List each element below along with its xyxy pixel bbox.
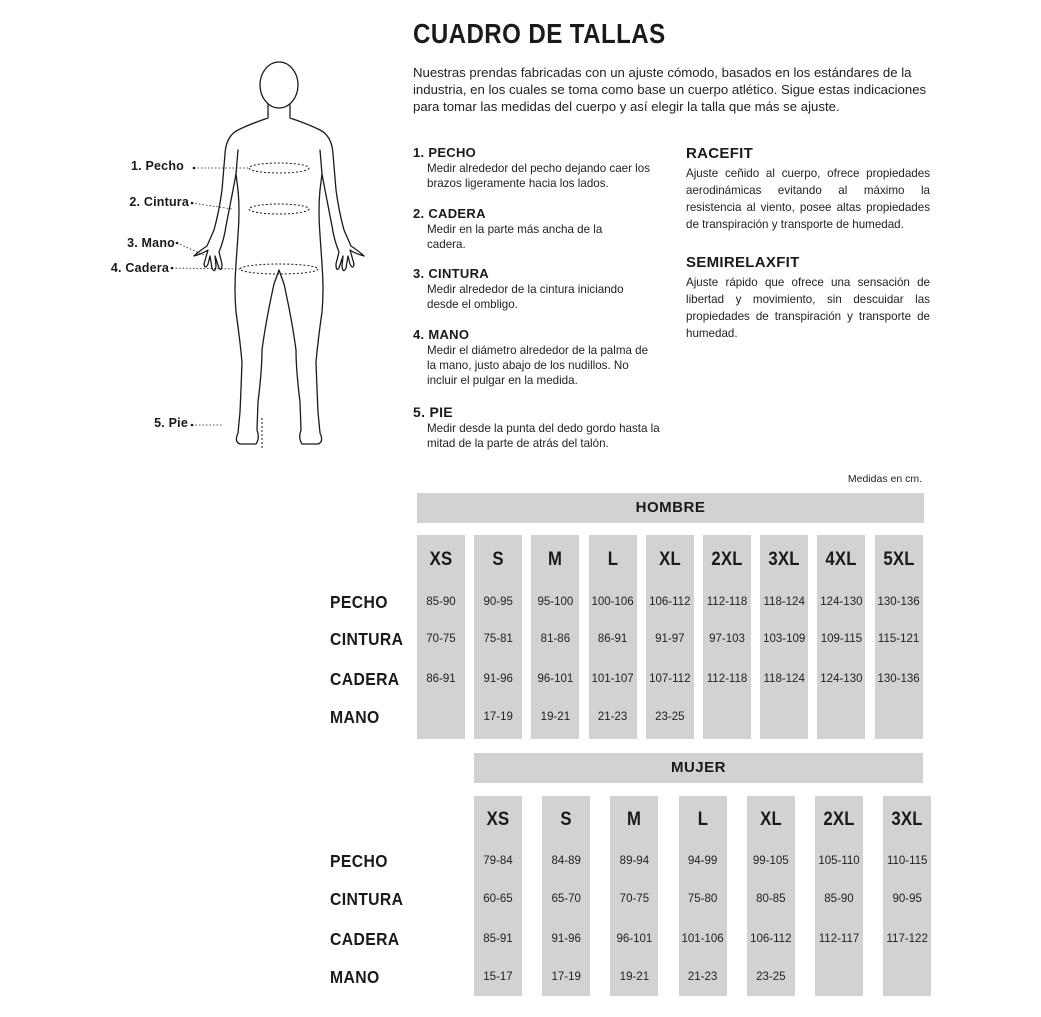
size-header: XS <box>486 809 510 830</box>
size-value-cell: 84-89 <box>551 855 581 867</box>
size-column-4 <box>646 535 694 739</box>
row-label-pecho: PECHO <box>330 592 388 612</box>
size-value-cell: 110-115 <box>886 855 928 867</box>
size-column-0 <box>417 535 465 739</box>
size-value-cell: 23-25 <box>655 711 685 723</box>
size-value-cell: 75-81 <box>483 633 513 645</box>
size-header: 5XL <box>882 549 915 570</box>
size-column-1 <box>542 796 590 996</box>
women-table-banner: MUJER <box>474 753 923 783</box>
size-value-cell: 105-110 <box>818 855 860 867</box>
step-heading: 2. CADERA <box>413 206 486 221</box>
size-value-cell: 19-21 <box>619 971 650 983</box>
size-column-0 <box>474 796 522 996</box>
step-text: Medir alrededor de la cintura iniciando desde el ombligo. <box>427 283 624 311</box>
intro-paragraph: Nuestras prendas fabricadas con un ajuste cómodo, basados en los estándares de la industria, en los cuales se toma como base un cuerpo atlético. Sigue estas indicaciones para tomar las medidas del cuerpo y así elegir la talla que más se ajuste. <box>413 65 927 114</box>
size-value-cell: 97-103 <box>709 633 745 645</box>
size-value-cell: 79-84 <box>483 855 513 867</box>
waist-measure-ring <box>249 204 309 214</box>
size-value-cell: 96-101 <box>616 933 653 945</box>
size-value-cell: 23-25 <box>756 971 786 983</box>
size-header: XL <box>658 549 681 570</box>
size-value-cell: 75-80 <box>687 893 718 905</box>
men-table-banner: HOMBRE <box>417 493 924 523</box>
size-header: 2XL <box>711 549 743 570</box>
size-header: S <box>560 809 572 830</box>
size-column-3 <box>679 796 727 996</box>
size-value-cell: 106-112 <box>649 596 691 608</box>
fit-description: Ajuste rápido que ofrece una sensación de libertad y movimiento, sin descuidar las propiedades de transpiración y transporte de humedad. <box>686 276 930 340</box>
size-column-5 <box>815 796 863 996</box>
size-header: 3XL <box>891 809 923 830</box>
body-measurement-figure <box>0 50 380 470</box>
figure-label-cintura: 2. Cintura <box>129 195 189 209</box>
fit-heading: RACEFIT <box>686 145 754 162</box>
size-header: S <box>492 549 504 570</box>
step-heading: 4. MANO <box>413 327 470 342</box>
size-value-cell: 130-136 <box>877 673 920 685</box>
size-value-cell: 124-130 <box>820 673 863 685</box>
size-value-cell: 81-86 <box>540 633 571 645</box>
size-value-cell: 17-19 <box>483 711 513 723</box>
size-value-cell: 106-112 <box>750 933 792 945</box>
units-note: Medidas en cm. <box>847 473 922 485</box>
size-header: XL <box>759 809 782 830</box>
fit-racefit <box>686 145 930 233</box>
size-value-cell: 118-124 <box>763 673 805 685</box>
size-column-7 <box>817 535 865 739</box>
size-value-cell: 70-75 <box>619 893 650 905</box>
row-label-cadera: CADERA <box>330 929 400 949</box>
size-column-4 <box>747 796 795 996</box>
figure-label-pecho: 1. Pecho <box>130 159 184 173</box>
size-value-cell: 112-118 <box>706 673 748 685</box>
step-heading: 3. CINTURA <box>413 266 489 281</box>
size-column-6 <box>883 796 931 996</box>
page-title: CUADRO DE TALLAS <box>413 18 666 49</box>
size-value-cell: 17-19 <box>551 971 581 983</box>
size-value-cell: 89-94 <box>619 855 650 867</box>
size-header: L <box>697 809 708 830</box>
size-column-6 <box>760 535 808 739</box>
size-value-cell: 21-23 <box>597 711 628 723</box>
figure-label-cadera: 4. Cadera <box>110 261 169 275</box>
step-heading: 1. PECHO <box>413 145 477 160</box>
size-value-cell: 101-106 <box>681 933 724 945</box>
figure-label-mano: 3. Mano <box>127 236 175 250</box>
step-text: Medir desde la punta del dedo gordo hasta la mitad de la parte de atrás del talón. <box>427 422 660 450</box>
step-heading: 5. PIE <box>413 404 453 420</box>
figure-label-pie: 5. Pie <box>154 416 188 430</box>
step-mano <box>413 327 663 388</box>
size-value-cell: 80-85 <box>756 893 786 905</box>
step-pecho <box>413 145 663 191</box>
size-value-cell: 15-17 <box>483 971 513 983</box>
size-header: 2XL <box>823 809 855 830</box>
fit-description: Ajuste ceñido al cuerpo, ofrece propiedades aerodinámicas evitando al máximo la resistencia al viento, posee altas propiedades de transpiración y transporte de humedad. <box>686 167 930 231</box>
row-label-mano: MANO <box>330 967 380 987</box>
size-value-cell: 21-23 <box>687 971 718 983</box>
size-column-2 <box>610 796 658 996</box>
row-label-pecho: PECHO <box>330 851 388 871</box>
size-value-cell: 118-124 <box>763 596 805 608</box>
size-value-cell: 101-107 <box>591 673 634 685</box>
size-header: 3XL <box>768 549 800 570</box>
step-cintura <box>413 266 663 312</box>
step-pie <box>413 404 663 451</box>
row-label-mano: MANO <box>330 707 380 727</box>
size-column-8 <box>875 535 923 739</box>
size-value-cell: 85-91 <box>483 933 513 945</box>
size-value-cell: 115-121 <box>877 633 920 645</box>
human-body-outline <box>0 50 380 470</box>
size-value-cell: 112-117 <box>818 933 860 945</box>
size-value-cell: 117-122 <box>886 933 928 945</box>
fit-heading: SEMIRELAXFIT <box>686 254 800 271</box>
size-value-cell: 91-97 <box>655 633 685 645</box>
size-value-cell: 70-75 <box>426 633 456 645</box>
size-value-cell: 91-96 <box>551 933 581 945</box>
size-value-cell: 112-118 <box>706 596 748 608</box>
size-value-cell: 94-99 <box>687 855 718 867</box>
size-header: XS <box>429 549 453 570</box>
size-column-3 <box>589 535 637 739</box>
size-value-cell: 109-115 <box>820 633 863 645</box>
row-label-cintura: CINTURA <box>330 889 404 909</box>
size-value-cell: 85-90 <box>426 596 456 608</box>
size-value-cell: 90-95 <box>483 596 513 608</box>
size-value-cell: 60-65 <box>483 893 513 905</box>
size-header: 4XL <box>825 549 857 570</box>
size-value-cell: 90-95 <box>892 893 922 905</box>
size-value-cell: 107-112 <box>649 673 691 685</box>
step-cadera <box>413 206 663 252</box>
row-label-cadera: CADERA <box>330 669 400 689</box>
size-value-cell: 99-105 <box>752 855 789 867</box>
size-value-cell: 86-91 <box>597 633 628 645</box>
size-value-cell: 103-109 <box>763 633 806 645</box>
step-text: Medir alrededor del pecho dejando caer los brazos ligeramente hacia los lados. <box>427 162 650 190</box>
size-value-cell: 19-21 <box>540 711 571 723</box>
size-value-cell: 91-96 <box>483 673 513 685</box>
step-text: Medir el diámetro alrededor de la palma de la mano, justo abajo de los nudillos. No incluir el pulgar en la medida. <box>427 344 649 387</box>
size-value-cell: 65-70 <box>551 893 581 905</box>
row-label-cintura: CINTURA <box>330 629 404 649</box>
size-header: M <box>548 549 563 570</box>
size-value-cell: 95-100 <box>537 596 574 608</box>
hip-measure-ring <box>240 264 318 274</box>
size-header: M <box>627 809 642 830</box>
size-value-cell: 130-136 <box>877 596 920 608</box>
chest-measure-ring <box>249 163 309 173</box>
size-column-2 <box>531 535 579 739</box>
size-value-cell: 86-91 <box>426 673 456 685</box>
size-header: L <box>607 549 618 570</box>
size-column-5 <box>703 535 751 739</box>
fit-semirelaxfit <box>686 254 930 342</box>
step-text: Medir en la parte más ancha de la cadera. <box>427 223 603 251</box>
size-value-cell: 85-90 <box>824 893 854 905</box>
size-value-cell: 96-101 <box>537 673 574 685</box>
size-value-cell: 124-130 <box>820 596 863 608</box>
size-column-1 <box>474 535 522 739</box>
size-value-cell: 100-106 <box>591 596 634 608</box>
